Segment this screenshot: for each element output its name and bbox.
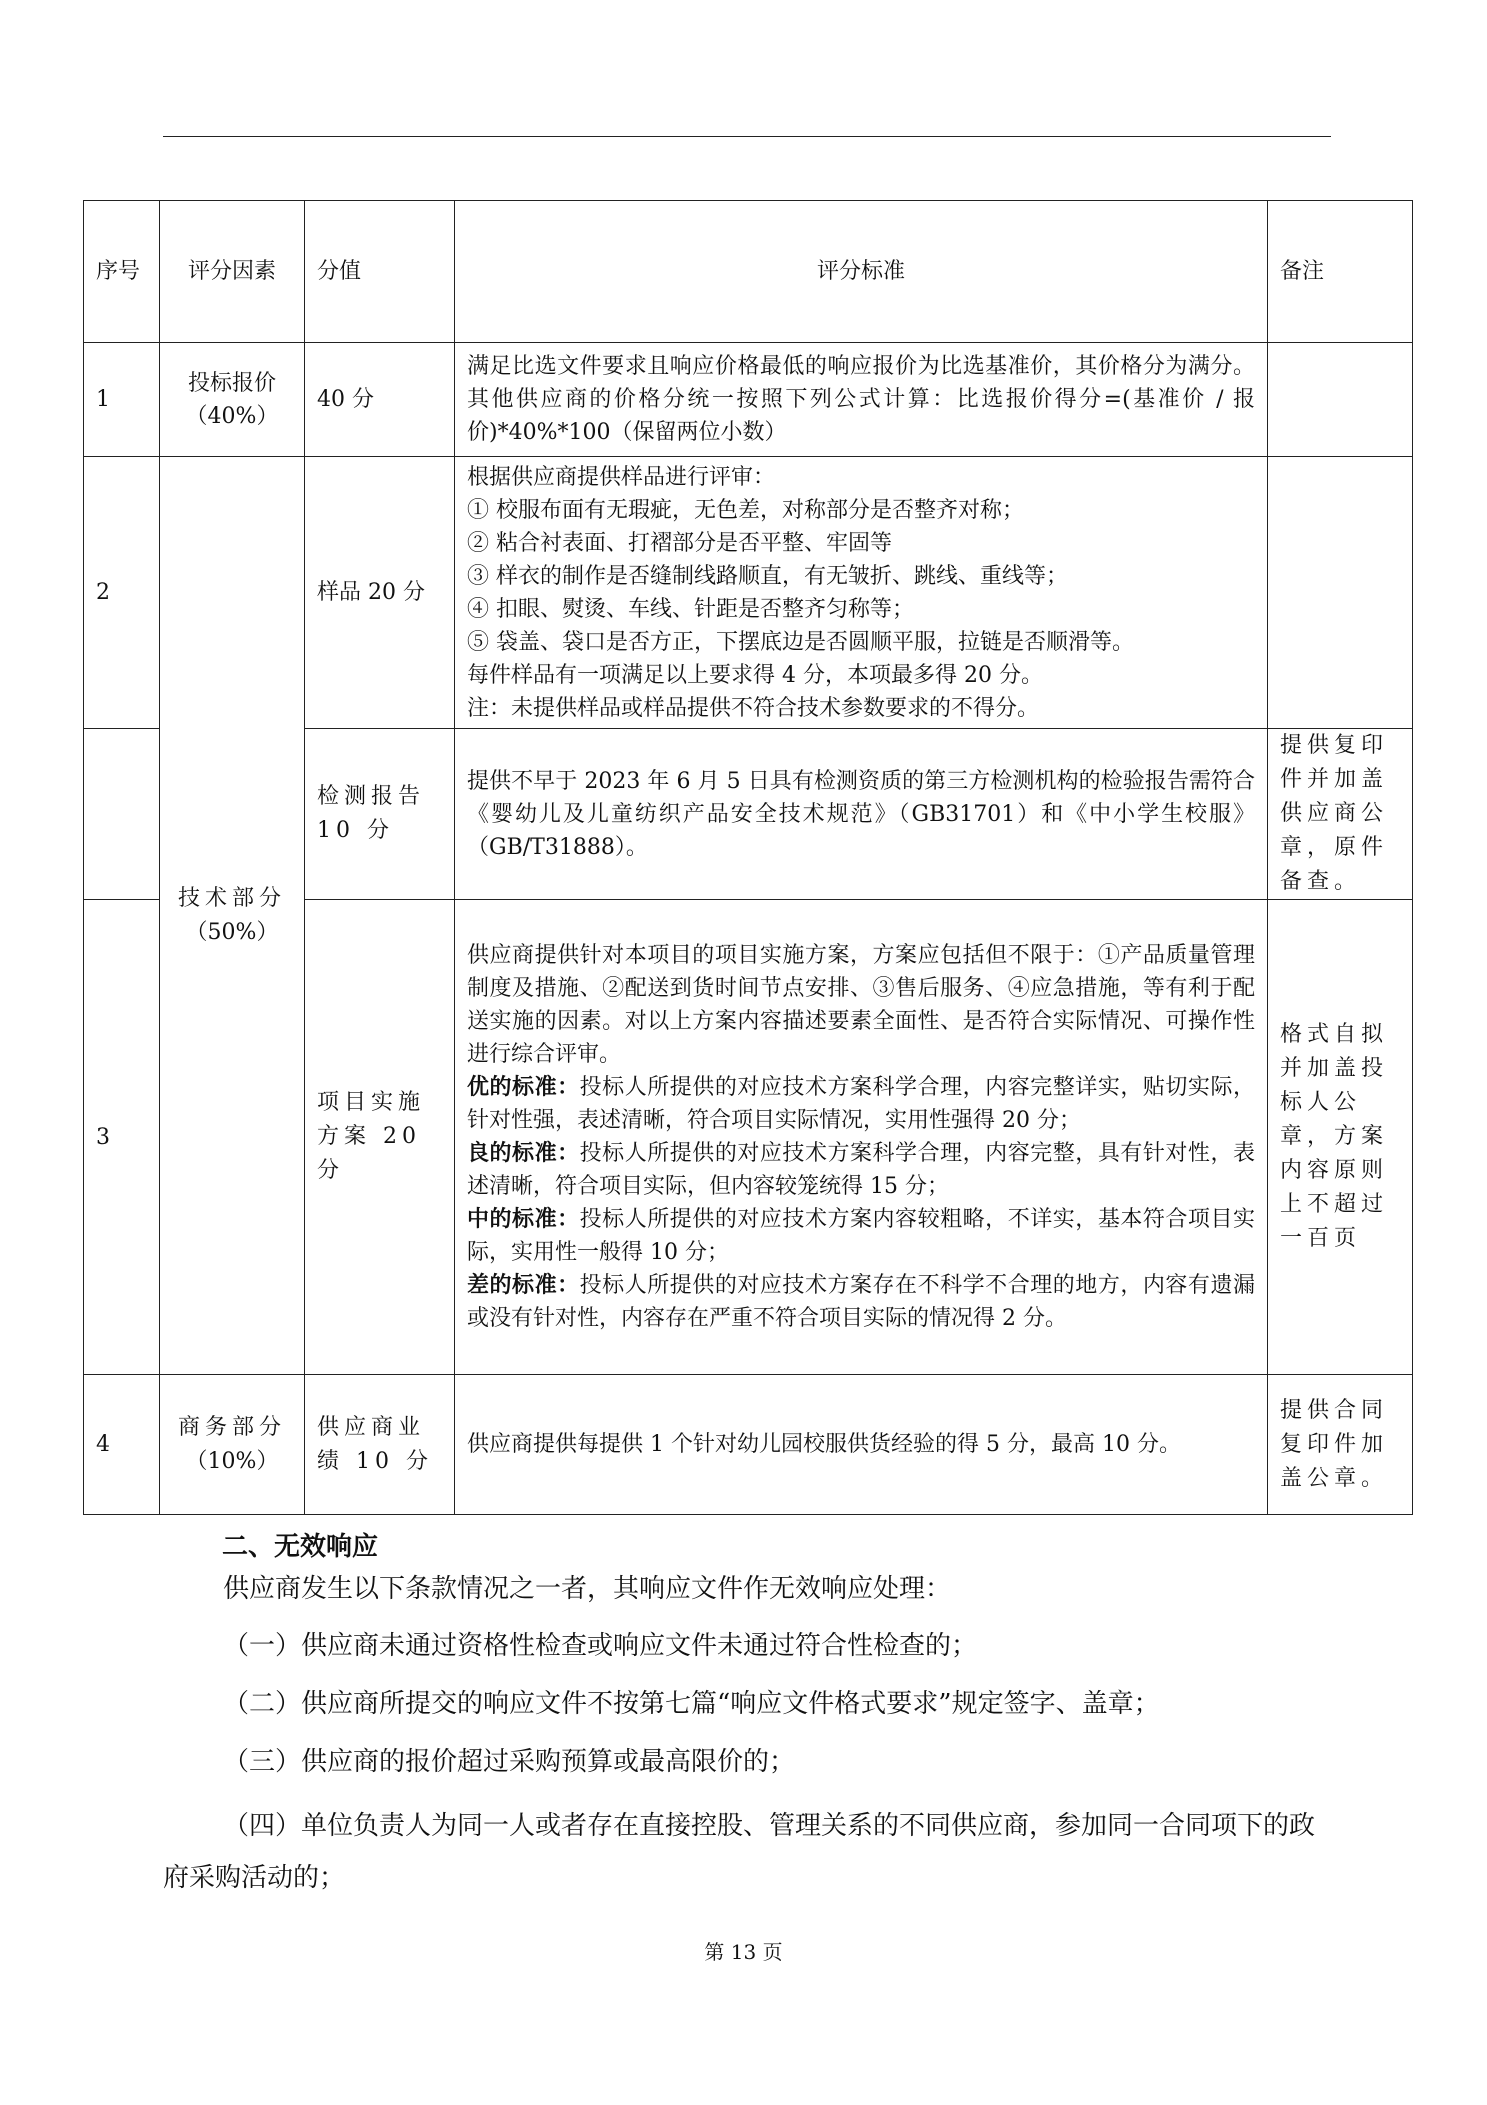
row-score: 40 分 [305,343,455,457]
section-item: （四）单位负责人为同一人或者存在直接控股、管理关系的不同供应商，参加同一合同项下的政府采购活动的； [163,1811,1316,1893]
standard-line: ③ 样衣的制作是否缝制线路顺直，有无皱折、跳线、重线等； [467,563,1068,589]
scoring-table [83,200,1413,1515]
standard-line: 根据供应商提供样品进行评审： [467,464,776,490]
factor-pct: （10%） [185,1449,279,1474]
row-note: 提供复印件并加盖供应商公章，原件备查。 [1268,729,1413,900]
factor-pct: （40%） [185,403,279,429]
header-rule [163,136,1331,137]
row-factor [160,343,305,457]
row-score: 样品 20 分 [305,457,455,729]
section-item: （一）供应商未通过资格性检查或响应文件未通过符合性检查的； [223,1631,978,1661]
row-factor [160,1375,305,1515]
row-standard [455,900,1268,1375]
page-number: 第 13 页 [704,1940,783,1964]
factor-name: 技术部分 [177,886,286,911]
factor-pct: （50%） [185,920,279,945]
row-factor [160,457,305,1375]
grade-label-poor: 差的标准： [467,1272,580,1298]
table-row [84,457,1413,729]
section-item: （三）供应商的报价超过采购预算或最高限价的； [223,1747,796,1777]
header-seq: 序号 [84,201,160,343]
row-seq: 3 [84,900,160,1375]
row-note: 提供合同复印件加盖公章。 [1268,1375,1413,1515]
header-factor: 评分因素 [160,201,305,343]
grade-label-excellent: 优的标准： [467,1074,580,1100]
section-item: （二）供应商所提交的响应文件不按第七篇“响应文件格式要求”规定签字、盖章； [223,1689,1160,1719]
header-score: 分值 [305,201,455,343]
row-standard: 供应商提供每提供 1 个针对幼儿园校服供货经验的得 5 分，最高 10 分。 [455,1375,1268,1515]
standard-line: ④ 扣眼、熨烫、车线、针距是否整齐匀称等； [467,596,914,622]
row-seq [84,729,160,900]
row-standard [455,457,1268,729]
row-standard: 满足比选文件要求且响应价格最低的响应报价为比选基准价，其价格分为满分。其他供应商的价格分统一按照下列公式计算：比选报价得分=(基准价 / 报价)*40%*100（保留两位小数） [455,343,1268,457]
row-seq: 1 [84,343,160,457]
header-note: 备注 [1268,201,1413,343]
grade-text-poor: 投标人所提供的对应技术方案存在不科学不合理的地方，内容有遗漏或没有针对性，内容存在严重不符合项目实际的情况得 2 分。 [467,1273,1255,1331]
section-title: 二、无效响应 [222,1532,379,1562]
standard-line: ② 粘合衬表面、打褶部分是否平整、牢固等 [467,530,892,556]
row-score: 供应商业绩 10 分 [305,1375,455,1515]
header-standard: 评分标准 [455,201,1268,343]
row-score: 检测报告 10 分 [305,729,455,900]
section-intro: 供应商发生以下条款情况之一者，其响应文件作无效响应处理： [223,1574,952,1604]
standard-line: 注：未提供样品或样品提供不符合技术参数要求的不得分。 [467,695,1040,721]
table-row [84,1375,1413,1515]
standard-line: 每件样品有一项满足以上要求得 4 分，本项最多得 20 分。 [467,662,1043,688]
factor-name: 商务部分 [177,1415,286,1440]
row-note [1268,457,1413,729]
row-seq: 2 [84,457,160,729]
grade-label-medium: 中的标准： [467,1206,580,1232]
row-standard: 提供不早于 2023 年 6 月 5 日具有检测资质的第三方检测机构的检验报告需符合《婴幼儿及儿童纺织产品安全技术规范》（GB31701）和《中小学生校服》（GB/T31888）。 [455,729,1268,900]
row-note [1268,343,1413,457]
factor-name: 投标报价 [187,370,276,396]
grade-label-good: 良的标准： [467,1140,580,1166]
grade-text-excellent: 投标人所提供的对应技术方案科学合理，内容完整详实，贴切实际，针对性强，表述清晰，符合项目实际情况，实用性强得 20 分； [467,1075,1255,1133]
table-header-row [84,201,1413,343]
standard-line: ⑤ 袋盖、袋口是否方正，下摆底边是否圆顺平服，拉链是否顺滑等。 [467,629,1134,655]
row-note: 格式自拟并加盖投标人公章，方案内容原则上不超过一百页 [1268,900,1413,1375]
grade-text-medium: 投标人所提供的对应技术方案内容较粗略，不详实，基本符合项目实际，实用性一般得 10 分； [467,1207,1255,1265]
table-row [84,343,1413,457]
row-seq: 4 [84,1375,160,1515]
standard-line: ① 校服布面有无瑕疵，无色差，对称部分是否整齐对称； [467,497,1024,523]
row-score: 项目实施方案 20 分 [305,900,455,1375]
grade-text-good: 投标人所提供的对应技术方案科学合理，内容完整，具有针对性，表述清晰，符合项目实际，但内容较笼统得 15 分； [467,1141,1255,1199]
standard-intro: 供应商提供针对本项目的项目实施方案，方案应包括但不限于：①产品质量管理制度及措施、②配送到货时间节点安排、③售后服务、④应急措施，等有利于配送实施的因素。对以上方案内容描述要素全面性、是否符合实际情况、可操作性进行综合评审。 [467,943,1255,1067]
